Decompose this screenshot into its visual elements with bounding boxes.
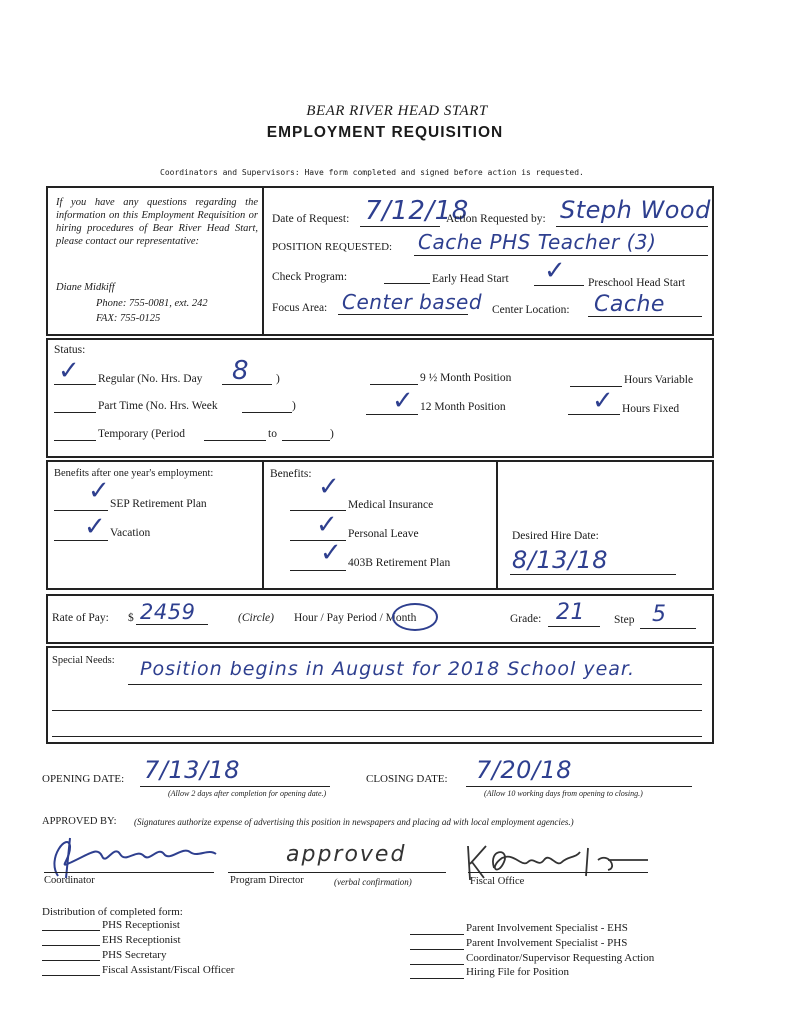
phs-checkmark-icon[interactable]: ✓	[544, 256, 566, 286]
program-director-line	[228, 872, 446, 873]
temporary-line	[54, 440, 96, 441]
distribution-item: Fiscal Assistant/Fiscal Officer	[102, 964, 235, 976]
distribution-item: Parent Involvement Specialist - PHS	[466, 937, 628, 949]
distribution-line	[42, 930, 100, 931]
distribution-line	[42, 975, 100, 976]
date-of-request-label: Date of Request:	[272, 213, 350, 225]
opening-date-note: (Allow 2 days after completion for opening date.)	[168, 789, 327, 798]
closing-date-line	[466, 786, 692, 787]
fiscal-office-label: Fiscal Office	[470, 876, 525, 887]
distribution-line	[410, 949, 464, 950]
grade-label: Grade:	[510, 613, 542, 625]
focus-area-line	[338, 314, 468, 315]
focus-area-value[interactable]: Center based	[342, 290, 483, 314]
retirement-label: 403B Retirement Plan	[348, 557, 451, 569]
position-requested-value[interactable]: Cache PHS Teacher (3)	[418, 230, 657, 254]
medical-label: Medical Insurance	[348, 499, 434, 511]
pay-period-label: Hour / Pay Period / Month	[294, 612, 417, 624]
regular-hours-value[interactable]: 8	[232, 356, 250, 386]
closing-date-note: (Allow 10 working days from opening to closing.)	[484, 789, 643, 798]
action-requested-value[interactable]: Steph Wood	[560, 196, 711, 224]
org-name: BEAR RIVER HEAD START	[306, 103, 488, 119]
rate-of-pay-line	[136, 624, 208, 625]
distribution-item: PHS Secretary	[102, 949, 167, 961]
contact-phone: Phone: 755-0081, ext. 242	[96, 298, 208, 309]
divider	[262, 188, 264, 334]
month-circle-mark	[392, 603, 438, 631]
program-director-value[interactable]: approved	[286, 842, 407, 867]
distribution-item: EHS Receptionist	[102, 934, 181, 946]
distribution-item: Parent Involvement Specialist - EHS	[466, 922, 628, 934]
vacation-checkmark-icon[interactable]: ✓	[84, 512, 106, 542]
benefits-section	[46, 460, 714, 590]
twelve-month-checkmark-icon[interactable]: ✓	[392, 386, 414, 416]
opening-date-value[interactable]: 7/13/18	[144, 756, 241, 784]
grade-line	[548, 626, 600, 627]
rate-of-pay-label: Rate of Pay:	[52, 612, 109, 624]
focus-area-label: Focus Area:	[272, 302, 328, 314]
benefits-label: Benefits:	[270, 468, 312, 480]
special-needs-value[interactable]: Position begins in August for 2018 School year.	[140, 658, 636, 680]
approved-by-label: APPROVED BY:	[42, 816, 117, 827]
contact-fax: FAX: 755-0125	[96, 313, 161, 324]
part-time-hours-line	[242, 412, 292, 413]
special-needs-line	[52, 736, 702, 737]
temporary-from-line	[204, 440, 266, 441]
distribution-item: PHS Receptionist	[102, 919, 180, 931]
temporary-label: Temporary (Period	[98, 428, 186, 440]
opening-date-label: OPENING DATE:	[42, 773, 125, 785]
benefits-after-year-label: Benefits after one year's employment:	[54, 468, 214, 479]
regular-checkmark-icon[interactable]: ✓	[58, 356, 80, 386]
currency-symbol: $	[128, 612, 134, 624]
ehs-label: Early Head Start	[432, 273, 509, 285]
phs-label: Preschool Head Start	[588, 277, 686, 289]
sep-checkmark-icon[interactable]: ✓	[88, 476, 110, 506]
contact-name: Diane Midkiff	[56, 282, 115, 293]
fiscal-office-line	[468, 872, 648, 873]
program-director-label: Program Director	[230, 875, 304, 886]
retirement-line	[290, 570, 346, 571]
contact-text: If you have any questions regarding the information on this Employment Requisition or hiring procedures of Bear River Head Start, please contact our representative:	[56, 197, 258, 247]
temporary-to-line	[282, 440, 330, 441]
action-requested-line	[556, 226, 708, 227]
step-value[interactable]: 5	[652, 602, 667, 627]
distribution-line	[410, 978, 464, 979]
date-of-request-line	[360, 226, 440, 227]
twelve-month-label: 12 Month Position	[420, 401, 506, 413]
closing-date-label: CLOSING DATE:	[366, 773, 448, 785]
distribution-line	[42, 960, 100, 961]
vacation-label: Vacation	[110, 527, 151, 539]
hours-fixed-checkmark-icon[interactable]: ✓	[592, 386, 614, 416]
ehs-line	[384, 283, 430, 284]
medical-checkmark-icon[interactable]: ✓	[318, 472, 340, 502]
coordinator-line	[44, 872, 214, 873]
nine-month-line	[370, 384, 418, 385]
distribution-label: Distribution of completed form:	[42, 906, 183, 918]
closing-date-value[interactable]: 7/20/18	[476, 756, 573, 784]
center-location-label: Center Location:	[492, 304, 570, 316]
step-label: Step	[614, 614, 635, 626]
approved-by-note: (Signatures authorize expense of advertising this position in newspapers and placing ad with local employment agencies.)	[134, 817, 574, 827]
form-instruction: Coordinators and Supervisors: Have form completed and signed before action is requested.	[160, 168, 584, 177]
position-requested-label: POSITION REQUESTED:	[272, 241, 393, 253]
hire-date-label: Desired Hire Date:	[512, 530, 599, 542]
status-label: Status:	[54, 344, 86, 356]
center-location-value[interactable]: Cache	[594, 292, 665, 317]
distribution-item: Hiring File for Position	[466, 966, 569, 978]
hire-date-value[interactable]: 8/13/18	[512, 546, 609, 574]
part-time-label: Part Time (No. Hrs. Week	[98, 400, 218, 412]
date-of-request-value[interactable]: 7/12/18	[365, 196, 469, 226]
program-director-note: (verbal confirmation)	[334, 877, 412, 887]
opening-date-line	[140, 786, 330, 787]
action-requested-label: Action Requested by:	[446, 213, 546, 225]
form-title: EMPLOYMENT REQUISITION	[266, 124, 504, 141]
coordinator-label: Coordinator	[44, 875, 95, 886]
special-needs-line	[52, 710, 702, 711]
status-section	[46, 338, 714, 458]
sep-label: SEP Retirement Plan	[110, 498, 207, 510]
divider	[496, 462, 498, 588]
sep-line	[54, 510, 108, 511]
hire-date-line	[510, 574, 676, 575]
retirement-checkmark-icon[interactable]: ✓	[320, 538, 342, 568]
regular-label: Regular (No. Hrs. Day	[98, 373, 203, 385]
hours-fixed-label: Hours Fixed	[622, 403, 680, 415]
personal-leave-label: Personal Leave	[348, 528, 419, 540]
personal-leave-checkmark-icon[interactable]: ✓	[316, 510, 338, 540]
temporary-to-label: to	[268, 428, 277, 440]
check-program-label: Check Program:	[272, 271, 348, 283]
rate-of-pay-value[interactable]: 2459	[140, 600, 196, 624]
part-time-line	[54, 412, 96, 413]
circle-label: (Circle)	[238, 612, 274, 624]
distribution-item: Coordinator/Supervisor Requesting Action	[466, 952, 655, 964]
special-needs-label: Special Needs:	[52, 655, 115, 666]
special-needs-line	[128, 684, 702, 685]
hours-variable-label: Hours Variable	[624, 374, 694, 386]
distribution-line	[410, 964, 464, 965]
distribution-line	[42, 945, 100, 946]
grade-value[interactable]: 21	[556, 600, 585, 625]
nine-month-label: 9 ½ Month Position	[420, 372, 512, 384]
distribution-line	[410, 934, 464, 935]
step-line	[640, 628, 696, 629]
divider	[262, 462, 264, 588]
